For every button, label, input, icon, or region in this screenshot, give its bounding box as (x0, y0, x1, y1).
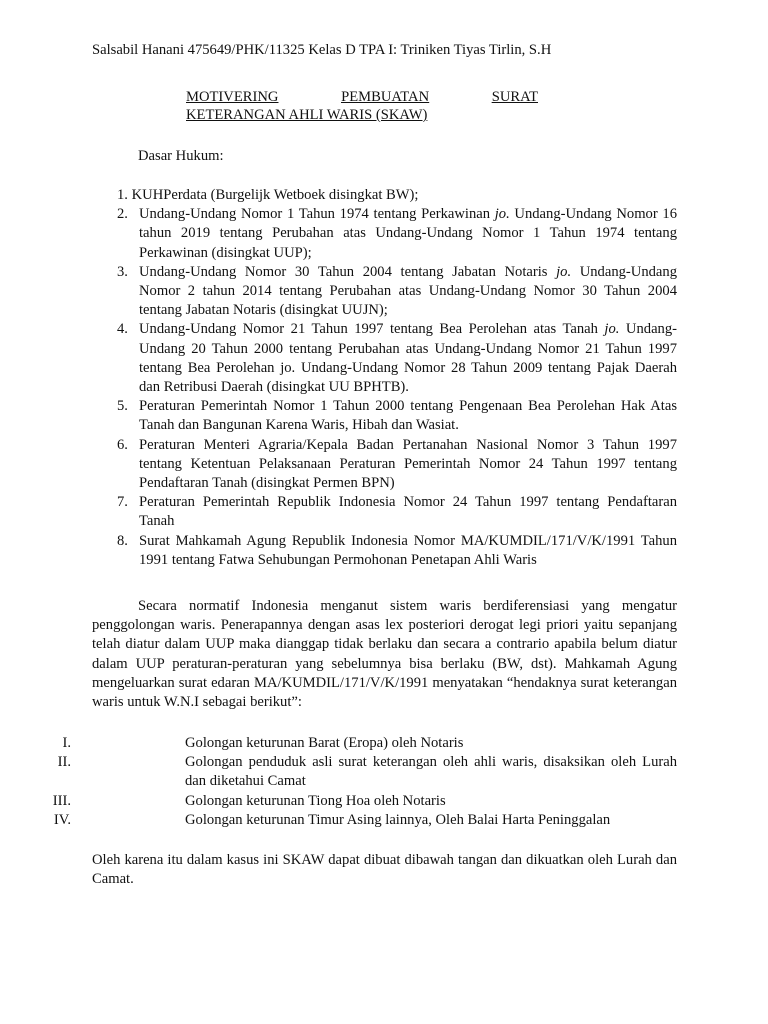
list-text: Peraturan Pemerintah Nomor 1 Tahun 2000 tentang Pengenaan Bea Perolehan Hak Atas Tanah dan Bangunan Karena Waris, Hibah dan Wasiat. (139, 398, 677, 434)
list-text: Peraturan Menteri Agraria/Kepala Badan Pertanahan Nasional Nomor 3 Tahun 1997 tentang Ketentuan Pelaksanaan Peraturan Pemerintah Nomor 24 Tahun 1997 tentang Pendaftaran Tanah (disingkat Permen BPN) (139, 436, 677, 492)
roman-numeral: IV. (53, 811, 71, 828)
list-text: Golongan keturunan Timur Asing lainnya, Oleh Balai Harta Peninggalan (185, 811, 611, 828)
title-word: PEMBUATAN (341, 89, 430, 105)
list-item (0, 493, 677, 531)
list-item (0, 436, 677, 494)
list-text: Undang-Undang Nomor 2 tahun 2014 tentang Perubahan atas Undang-Undang Nomor 30 Tahun 2004 tentang Jabatan Notaris (disingkat UUJN); (139, 263, 677, 319)
list-text: Peraturan Pemerintah Republik Indonesia Nomor 24 Tahun 1997 tentang Pendaftaran Tanah (139, 494, 677, 530)
document-title-line-2: KETERANGAN AHLI WARIS (SKAW) (186, 107, 428, 123)
list-number: 4. (117, 321, 128, 338)
title-word: SURAT (491, 89, 538, 105)
list-item (0, 811, 677, 830)
section-heading-dasar-hukum: Dasar Hukum: (138, 148, 224, 164)
list-text: KUHPerdata (Burgelijk Wetboek disingkat BW); (131, 187, 419, 203)
list-text: Undang-Undang Nomor 21 Tahun 1997 tentang Bea Perolehan atas Tanah (139, 321, 605, 338)
list-text-italic: jo. (494, 206, 510, 223)
list-text: Undang-Undang Nomor 30 Tahun 2004 tentang Jabatan Notaris (139, 263, 557, 280)
list-text: Golongan penduduk asli surat keterangan oleh ahli waris, disaksikan oleh Lurah dan diketahui Camat (185, 754, 677, 790)
list-number: 8. (117, 532, 128, 549)
list-number: 2. (117, 206, 128, 223)
list-item (0, 734, 677, 753)
list-number: 7. (117, 494, 128, 511)
list-text-italic: jo. (604, 321, 620, 338)
roman-numeral: II. (57, 754, 71, 771)
list-number: 3. (117, 263, 128, 280)
body-paragraph-1: Secara normatif Indonesia menganut sistem waris berdiferensiasi yang mengatur penggolongan waris. Penerapannya dengan asas lex posteriori derogat legi priori yaitu sepanjang telah diatur dalam UUP maka dianggap tidak berlaku dan secara a contrario apabila belum diatur dalam UUP peraturan-peraturan yang sebelumnya bisa berlaku (BW, dst). Mahkamah Agung mengeluarkan surat edaran MA/KUMDIL/171/V/K/1991 menyatakan “hendaknya surat keterangan waris untuk W.N.I sebagai berikut”: (92, 598, 677, 711)
list-item (0, 205, 677, 263)
author-header: Salsabil Hanani 475649/PHK/11325 Kelas D TPA I: Triniken Tiyas Tirlin, S.H (92, 42, 552, 58)
list-item (0, 792, 677, 811)
list-text: Golongan keturunan Tiong Hoa oleh Notaris (185, 792, 446, 809)
legal-basis-list (0, 186, 768, 570)
body-paragraph-2: Oleh karena itu dalam kasus ini SKAW dapat dibuat dibawah tangan dan dikuatkan oleh Lurah dan Camat. (92, 852, 677, 888)
list-item (0, 532, 677, 570)
list-text: Undang-Undang Nomor 16 tahun 2019 tentang Perubahan atas Undang-Undang Nomor 1 Tahun 1974 tentang Perkawinan (disingkat UUP); (139, 206, 677, 261)
roman-numeral: I. (62, 735, 71, 751)
document-title-line-1 (186, 88, 538, 107)
list-number: 6. (117, 436, 128, 453)
list-item (0, 320, 677, 397)
list-item (0, 186, 677, 205)
heir-groups-list (0, 734, 768, 830)
list-number: 5. (117, 398, 128, 415)
list-text: Undang-Undang 20 Tahun 2000 tentang Perubahan atas Undang-Undang Nomor 21 Tahun 1997 tentang Bea Perolehan jo. Undang-Undang Nomor 28 Tahun 2009 tentang Pajak Daerah dan Retribusi Daerah (disingkat UU BPHTB). (139, 321, 678, 396)
list-item (0, 397, 677, 435)
roman-numeral: III. (52, 792, 71, 809)
list-text-italic: jo. (556, 263, 572, 280)
list-item (0, 753, 677, 791)
list-text: Surat Mahkamah Agung Republik Indonesia Nomor MA/KUMDIL/171/V/K/1991 Tahun 1991 tentang Fatwa Sehubungan Permohonan Penetapan Ahli Waris (139, 532, 677, 568)
list-number: 1. (117, 187, 128, 203)
title-word: MOTIVERING (186, 89, 279, 105)
list-text: Golongan keturunan Barat (Eropa) oleh Notaris (185, 735, 464, 751)
list-text: Undang-Undang Nomor 1 Tahun 1974 tentang Perkawinan (139, 206, 495, 223)
list-item (0, 263, 677, 321)
